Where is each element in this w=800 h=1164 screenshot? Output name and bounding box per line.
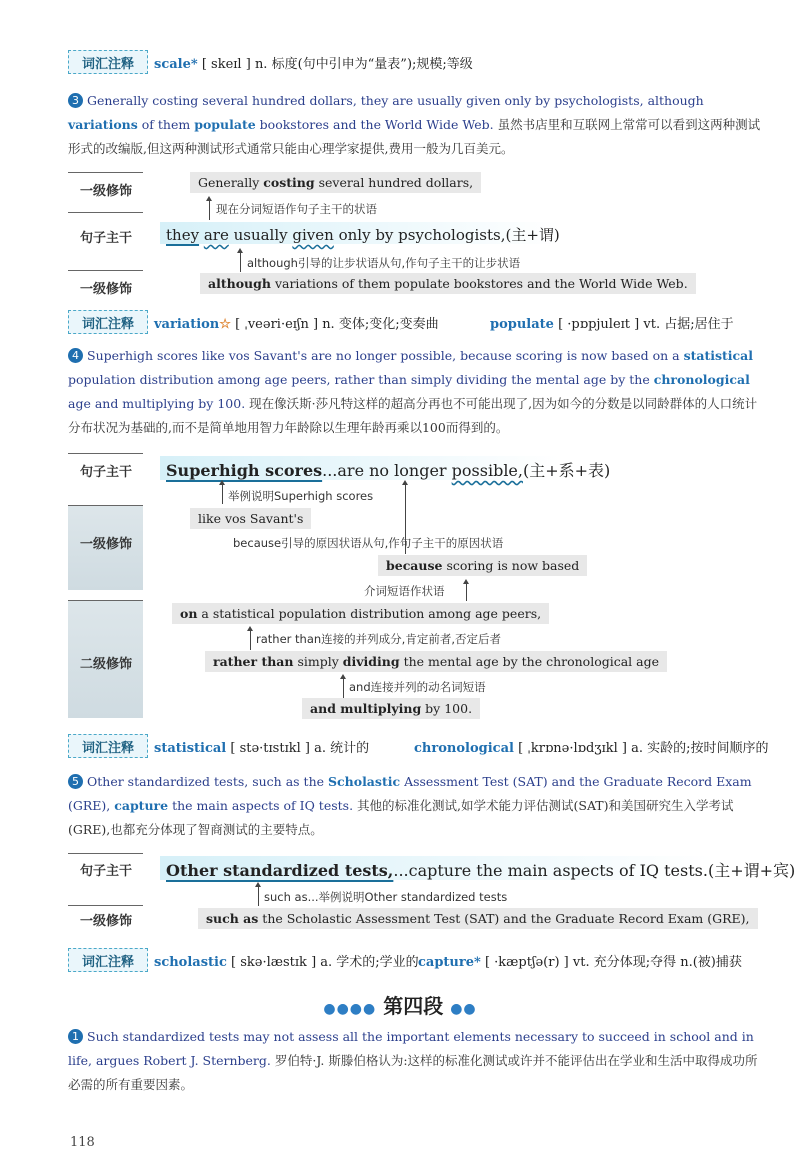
label-main-clause: 句子主干 <box>79 864 132 879</box>
annotation: 介词短语作状语 <box>364 584 445 598</box>
main-clause: they are usually given only by psychologists,(主+谓) <box>166 226 560 244</box>
modifier-box: although variations of them populate bookstores and the World Wide Web. <box>200 273 696 294</box>
vocab-tag: 词汇注释 <box>68 734 148 758</box>
label-level2: 二级修饰 <box>79 657 132 672</box>
paragraph-1-section4: 1 Such standardized tests may not assess all the important elements necessary to succeed in school and in life, argues Robert J. Sternberg. 罗伯特·J. 斯滕伯格认为:这样的标准化测试或许并不能评估出在学业和生活中取得成功所必需的所有重要因素。 <box>68 1029 758 1092</box>
paragraph-3: 3 Generally costing several hundred dollars, they are usually given only by psychologists, although variations of them populate bookstores and the World Wide Web. 虽然书店里和互联网上常常可以看到这两种测试形式的改编版,但这两种测试形式通常只能由心理学家提供,费用一般为几百美元。 <box>68 93 761 156</box>
label-main-clause: 句子主干 <box>79 231 132 246</box>
label-level1: 一级修饰 <box>79 282 132 297</box>
paragraph-5: 5 Other standardized tests, such as the Scholastic Assessment Test (SAT) and the Graduate Record Exam (GRE), capture the main aspects of IQ tests. 其他的标准化测试,如学术能力评估测试(SAT)和美国研究生入学考试(GRE),也都充分体现了智商测试的主要特点。 <box>68 774 752 837</box>
main-clause: Other standardized tests,...capture the main aspects of IQ tests.(主+谓+宾) <box>166 861 796 880</box>
annotation: rather than连接的并列成分,肯定前者,否定后者 <box>256 632 501 646</box>
label-level1: 一级修饰 <box>79 537 132 552</box>
modifier-box: on a statistical population distribution among age peers, <box>172 603 549 624</box>
vocab-entry-scale: scale* [ skeɪl ] n. 标度(句中引申为“量表”);规模;等级 <box>154 57 473 72</box>
vocab-tag: 词汇注释 <box>68 310 148 334</box>
vocab-entry-chronological: chronological [ ˌkrɒnə·lɒdʒɪkl ] a. 实龄的;按时间顺序的 <box>414 741 769 756</box>
modifier-box: rather than simply dividing the mental age by the chronological age <box>205 651 667 672</box>
annotation: because引导的原因状语从句,作句子主干的原因状语 <box>233 536 504 550</box>
vocab-entry-statistical: statistical [ stə·tɪstɪkl ] a. 统计的 <box>154 741 370 756</box>
annotation: 现在分词短语作句子主干的状语 <box>216 202 377 216</box>
annotation: such as...举例说明Other standardized tests <box>264 890 508 904</box>
modifier-box: like vos Savant's <box>190 508 311 529</box>
modifier-box: Generally costing several hundred dollars, <box>190 172 481 193</box>
modifier-box: such as the Scholastic Assessment Test (SAT) and the Graduate Record Exam (GRE), <box>198 908 758 929</box>
page-number: 118 <box>70 1135 95 1150</box>
modifier-box: because scoring is now based <box>378 555 587 576</box>
main-clause: Superhigh scores...are no longer possible,(主+系+表) <box>166 461 611 480</box>
modifier-box: and multiplying by 100. <box>302 698 480 719</box>
annotation: 举例说明Superhigh scores <box>228 489 374 503</box>
label-level1: 一级修饰 <box>79 184 132 199</box>
vocab-tag: 词汇注释 <box>68 948 148 972</box>
vocab-entry-scholastic: scholastic [ skə·læstɪk ] a. 学术的;学业的 <box>154 955 419 970</box>
label-main-clause: 句子主干 <box>79 465 132 480</box>
vocab-entry-variation: variation☆ [ ˌveəri·eɪʃn ] n. 变体;变化;变奏曲 <box>154 317 439 332</box>
vocab-entry-capture: capture* [ ·kæptʃə(r) ] vt. 充分体现;夺得 n.(被)捕获 <box>418 955 742 970</box>
section-header: ●●●● 第四段 ●● <box>323 994 477 1018</box>
label-level1: 一级修饰 <box>79 914 132 929</box>
annotation: and连接并列的动名词短语 <box>349 680 486 694</box>
paragraph-4: 4 Superhigh scores like vos Savant's are no longer possible, because scoring is now based on a statistical population distribution among age peers, rather than simply dividing the mental age by the chronological age and multiplying by 100. 现在像沃斯·莎凡特这样的超高分再也不可能出现了,因为如今的分数是以同龄群体的人口统计分布状况为基础的,而不是简单地用智力年龄除以生理年龄再乘以100而得到的。 <box>68 348 758 435</box>
vocab-entry-populate: populate [ ·pɒpjuleɪt ] vt. 占据;居住于 <box>490 317 734 332</box>
vocab-tag: 词汇注释 <box>68 50 148 74</box>
annotation: although引导的让步状语从句,作句子主干的让步状语 <box>247 256 521 270</box>
